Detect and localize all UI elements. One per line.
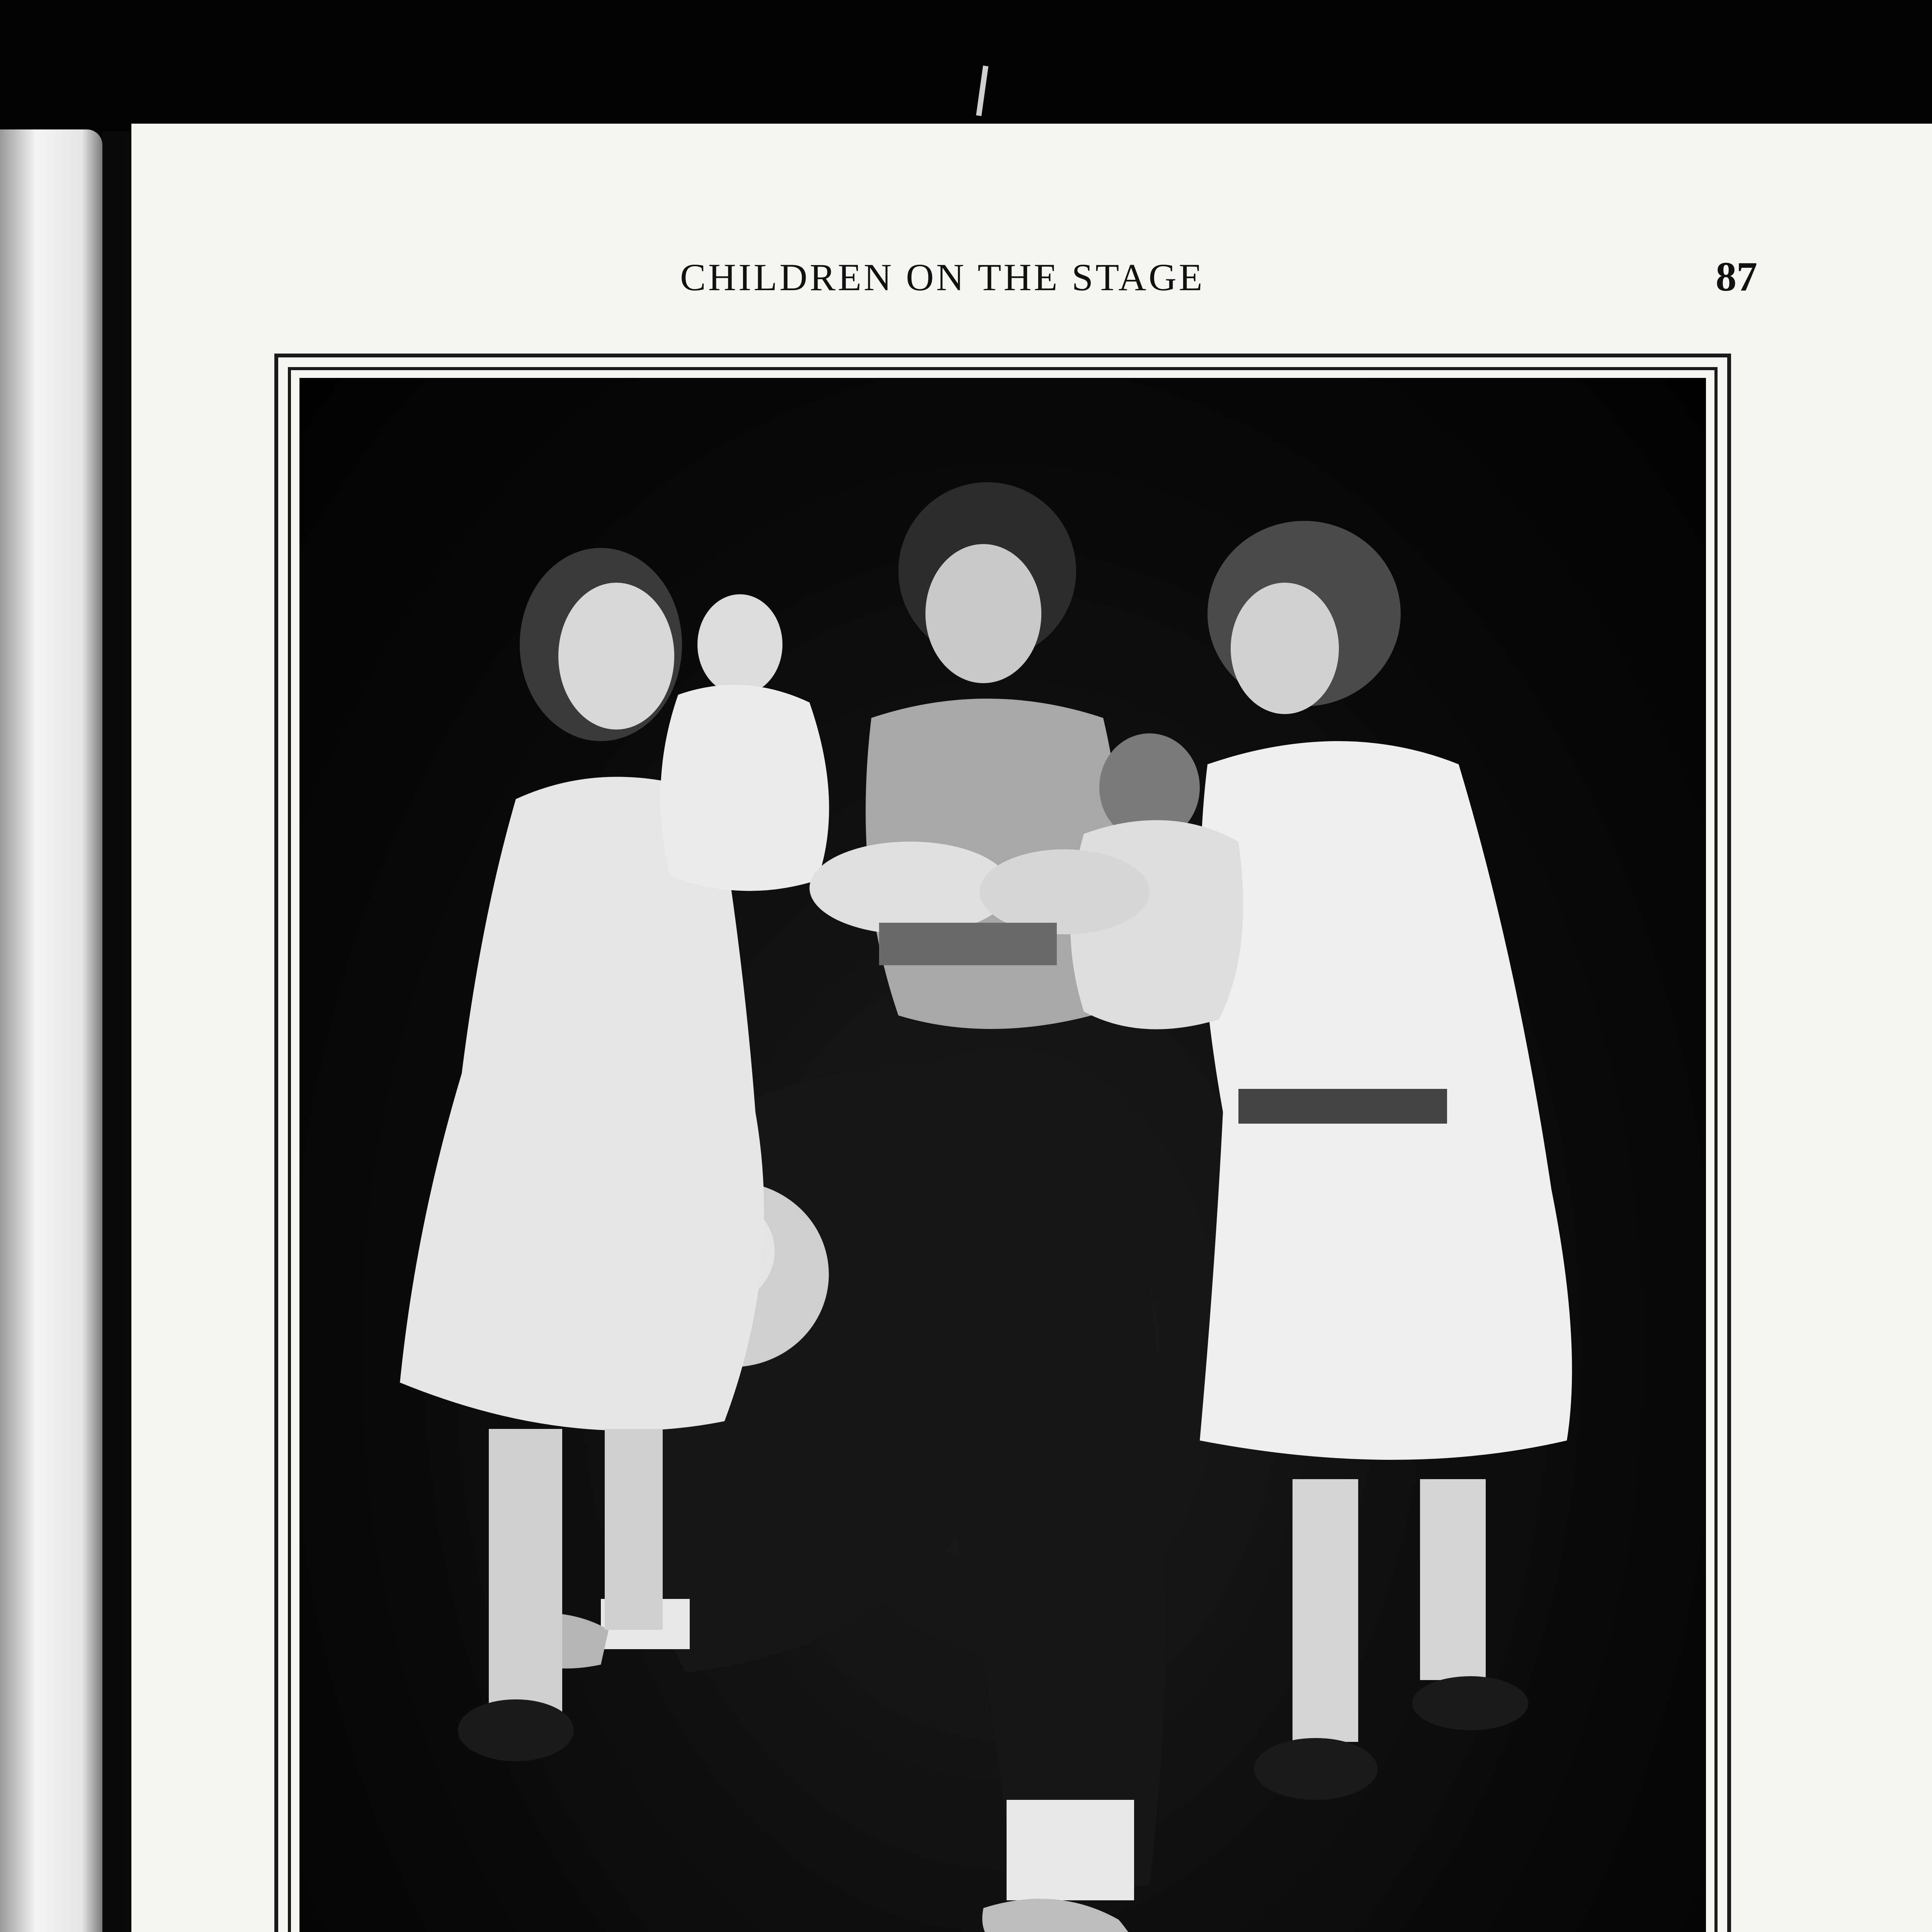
- girl-right: [1200, 521, 1572, 1800]
- page-number: 87: [1716, 254, 1757, 300]
- doll-left: [660, 594, 829, 891]
- photograph-illustration: [299, 378, 1706, 1932]
- left-page-edge: [0, 129, 102, 1932]
- book-gutter: [102, 131, 129, 1932]
- photograph: [299, 378, 1706, 1932]
- running-title: CHILDREN ON THE STAGE: [680, 256, 1205, 299]
